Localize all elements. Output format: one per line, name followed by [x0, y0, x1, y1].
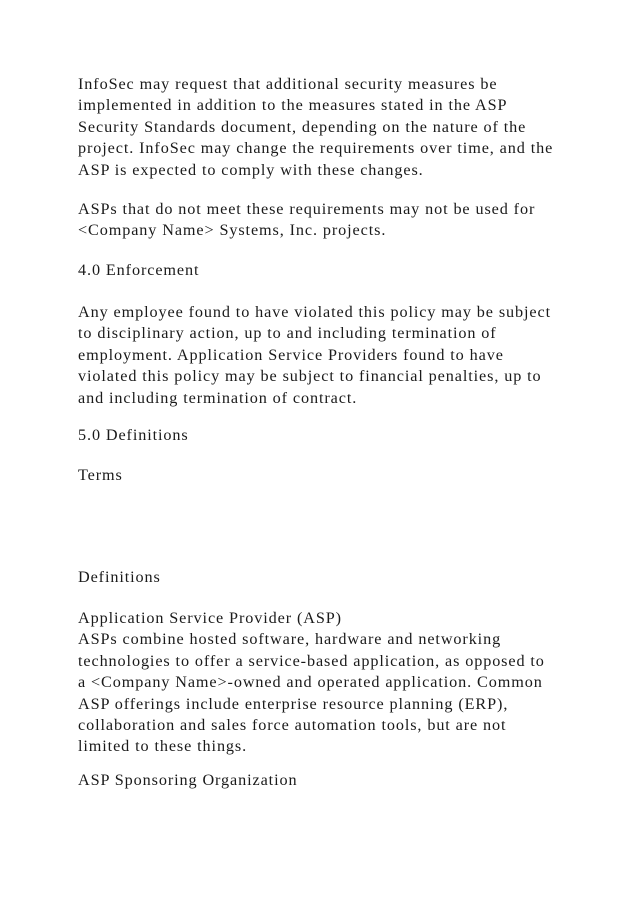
- text-line: a <Company Name>-owned and operated application. Common: [78, 673, 543, 692]
- text-line: Any employee found to have violated this policy may be subject: [78, 303, 551, 321]
- heading-text: 4.0 Enforcement: [78, 261, 200, 279]
- text-line: technologies to offer a service-based application, as opposed to: [78, 651, 545, 670]
- terms-label: [78, 465, 618, 486]
- heading-text: 5.0 Definitions: [78, 426, 189, 444]
- text-line: <Company Name> Systems, Inc. projects.: [78, 221, 387, 240]
- definition-asp: [78, 608, 618, 758]
- definition-term: Application Service Provider (ASP): [78, 609, 342, 627]
- text-line: violated this policy may be subject to financial penalties, up to: [78, 367, 542, 386]
- section-heading-enforcement: [78, 260, 618, 281]
- text-line: and including termination of contract.: [78, 388, 358, 407]
- text-line: implemented in addition to the measures stated in the ASP: [78, 96, 508, 115]
- text-line: ASP is expected to comply with these changes.: [78, 160, 424, 179]
- text-line: employment. Application Service Providers found to have: [78, 345, 504, 364]
- definition-term: ASP Sponsoring Organization: [78, 771, 298, 789]
- paragraph-infosec-measures: [78, 74, 618, 181]
- text-line: to disciplinary action, up to and including termination of: [78, 324, 497, 343]
- text-line: ASPs combine hosted software, hardware and networking: [78, 630, 502, 649]
- text-line: Definitions: [78, 568, 161, 586]
- text-line: collaboration and sales force automation tools, but are not: [78, 715, 507, 734]
- text-line: Terms: [78, 466, 123, 484]
- text-line: ASP offerings include enterprise resource planning (ERP),: [78, 694, 509, 713]
- definitions-label: [78, 567, 618, 588]
- text-line: ASPs that do not meet these requirements may not be used for: [78, 200, 536, 218]
- paragraph-asp-requirements: [78, 199, 618, 242]
- text-line: limited to these things.: [78, 737, 248, 756]
- text-line: InfoSec may request that additional security measures be: [78, 75, 498, 93]
- section-heading-definitions: [78, 425, 618, 446]
- paragraph-enforcement: [78, 302, 618, 409]
- text-line: project. InfoSec may change the requirements over time, and the: [78, 139, 554, 158]
- text-line: Security Standards document, depending on the nature of the: [78, 117, 527, 136]
- definition-asp-sponsoring-organization: [78, 770, 618, 791]
